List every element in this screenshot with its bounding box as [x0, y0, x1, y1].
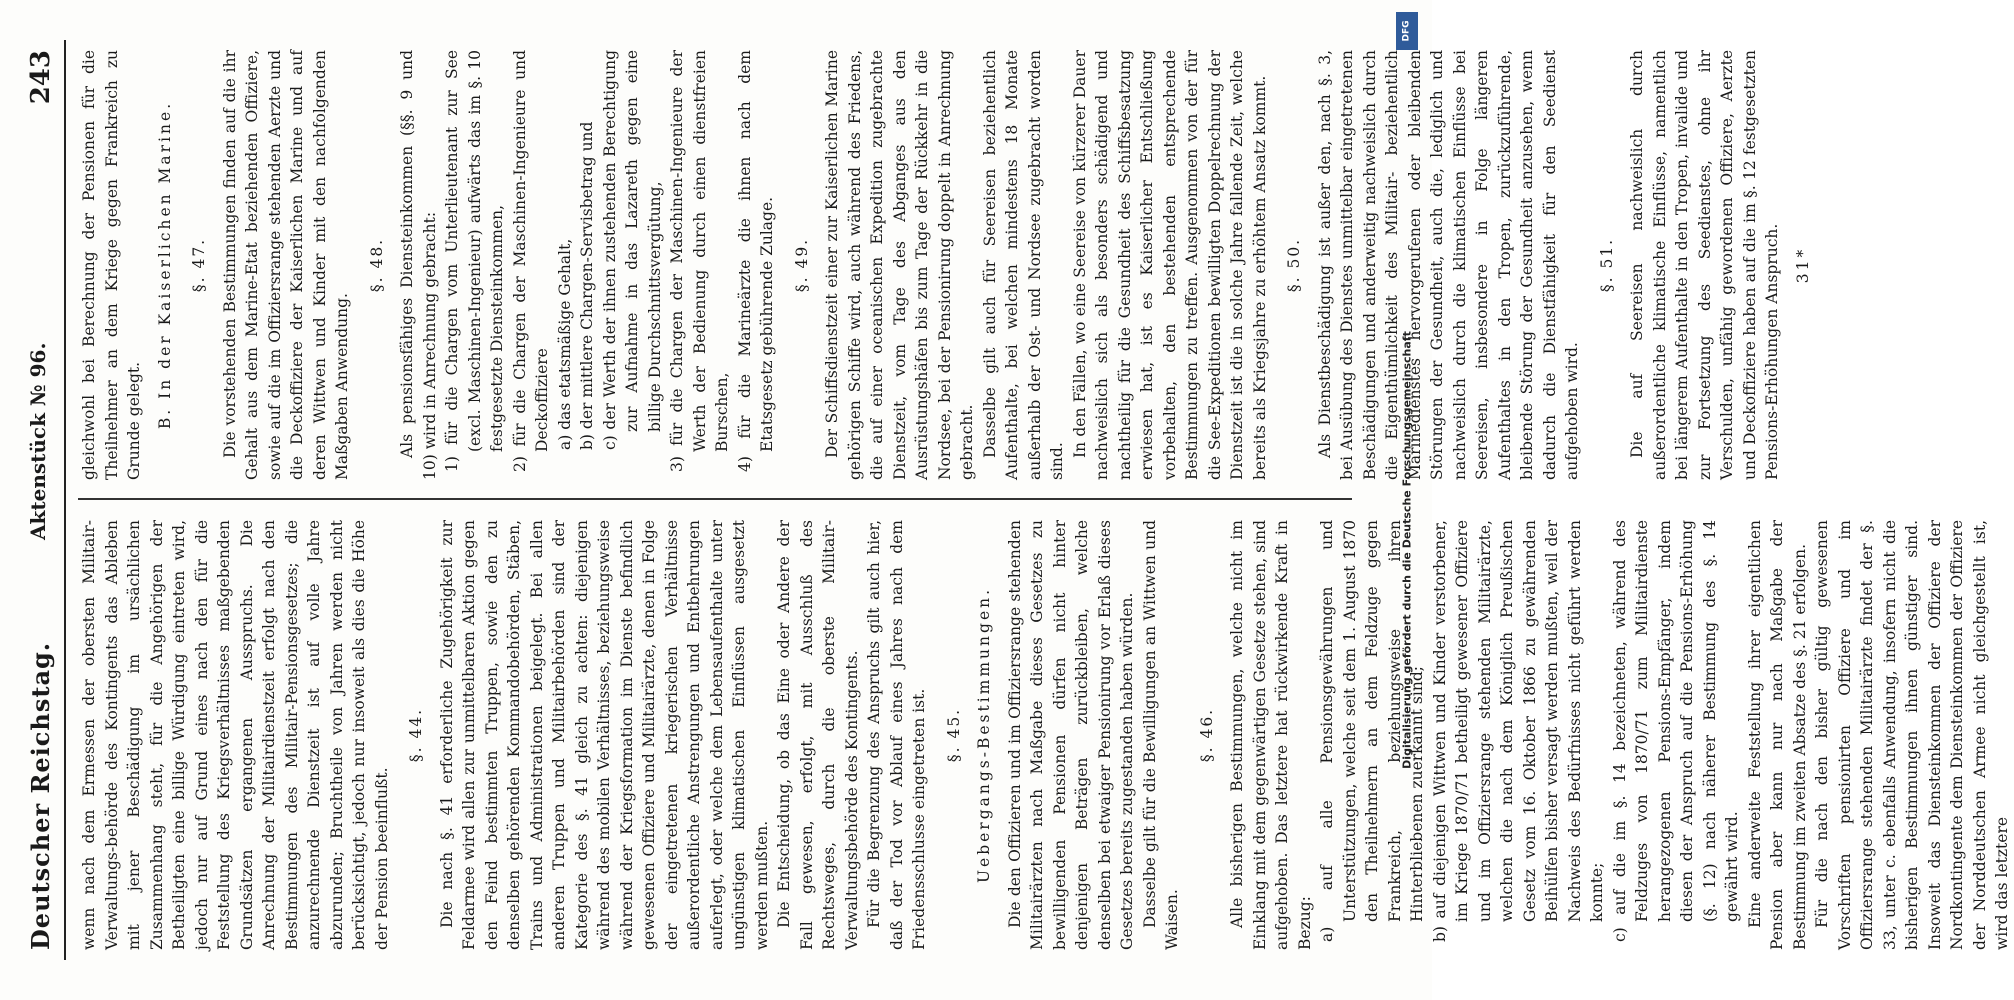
- page-number: 243: [26, 50, 56, 105]
- section-heading: §. 50.: [1285, 237, 1303, 293]
- credit-text: Digitalisierung gefördert durch die Deutsche Forschungsgemeinschaft: [1400, 331, 1414, 769]
- paragraph: Als pensionsfähiges Diensteinkommen (§§. 9 und 10) wird in Anrechnung gebracht:: [398, 50, 439, 480]
- section-heading: §. 48.: [367, 237, 386, 293]
- paragraph: Der Schiffsdienstzeit einer zur Kaiserlichen Marine gehörigen Schiffe wird, auch während des Friedens, die auf einer oceanischen Expedition zugebrachte Dienstzeit, vom Tage des Abganges aus den Ausrüstungshäfen bis zum Tage der Rückkehr in die Nordsee, bei der Pensionirung doppelt in Anrechnung gebracht.: [823, 50, 976, 480]
- paragraph: Für die nach den bisher gültig gewesenen Vorschriften pensionirten Offiziere und im Offiziersrange stehenden Militairärzte findet der §. 33, unter c. ebenfalls Anwendung, insofern nicht die bisherigen Bestimmungen ihnen günstiger sind. Insoweit das Diensteinkommen der Offiziere der Nordkontingente dem Diensteinkommen der Offiziere der Norddeutschen Armee nicht gleichgestellt ist, wird das letztere: [1813, 520, 2011, 950]
- paragraph: Dasselbe gilt für die Bewilligungen an Wittwen und Waisen.: [1140, 520, 1181, 950]
- section-heading: §. 49.: [792, 237, 811, 293]
- section-heading: §. 44.: [407, 707, 425, 763]
- paragraph: Als Dienstbeschädigung ist außer den, nach §. 3, bei Ausübung des Dienstes unmittelbar eingetretenen Beschädigungen und anderweitig nachweislich durch die Eigenthümlichkeit des Militair- beziehentlich Marinedienstes hervorgerufenen oder bleibenden Störungen der Gesundheit, auch die, lediglich und nachweislich durch die klimatischen Einflüsse bei Seereisen, insbesondere in Folge längeren Aufenthaltes in den Tropen, zurückzuführende, bleibende Störung der Gesundheit anzusehen, wenn dadurch die Dienstfähigkeit für den Seedienst aufgehoben wird.: [1315, 50, 1581, 480]
- header-document-number: Aktenstück № 96.: [26, 342, 50, 540]
- paragraph: Die den Offizieren und im Offiziersrange stehenden Militairärzten nach Maßgabe dieses Gesetzes zu bewilligenden Pensionen dürfen nicht hinter denjenigen Beträgen zurückbleiben, welche denselben bei etwaiger Pensionirung vor Erlaß dieses Gesetzes bereits zugestanden haben würden.: [1005, 520, 1136, 950]
- paragraph: Dasselbe gilt auch für Seereisen beziehentlich Aufenthalte, bei welchen mindestens 18 Monate außerhalb der Ost- und Nordsee zugebracht worden sind.: [980, 50, 1066, 480]
- header-left-title: Deutscher Reichstag.: [26, 641, 55, 950]
- paragraph: 2) für die Chargen der Maschinen-Ingenieure und Deckoffiziere: [510, 50, 551, 472]
- section-heading: §. 51.: [1597, 237, 1616, 293]
- paragraph: b) der mittlere Chargen-Servisbetrag und: [578, 121, 596, 450]
- paragraph: wenn nach dem Ermessen der obersten Militair-Verwaltungs-behörde des Kontingents das Ableben mit jener Beschädigung im ursächlichen Zusammenhang steht, für die Angehörigen der Betheiligten eine billige Würdigung eintreten wird, jedoch nur auf Grund eines nach den für die Feststellung des Kriegsverhältnisses maßgebenden Grundsätzen ergangenen Ausspruchs. Die Anrechnung der Militairdienstzeit erfolgt nach den Bestimmungen des Militair-Pensionsgesetzes; die anzurechnende Dienstzeit ist auf volle Jahre abzurunden; Bruchtheile von Jahren werden nicht berücksichtigt, jedoch nur insoweit als dies die Höhe der Pension beeinflußt.: [80, 520, 391, 950]
- paragraph: a) das etatsmäßige Gehalt,: [555, 238, 574, 450]
- paragraph: Die nach §. 41 erforderliche Zugehörigkeit zur Feldarmee wird allen zur unmittelbaren Aktion gegen den Feind bestimmten Truppen, sowie den zu denselben gehörenden Kommandobehörden, Stäben, Trains und Administrationen beigelegt. Bei allen anderen Truppen und Militairbehörden sind der Kategorie des §. 41 gleich zu achten: diejenigen während des mobilen Verhältnisses, beziehungsweise während der Kriegsformation im Dienste befindlich gewesenen Offiziere und Militairärzte, denen in Folge der eingetretenen kriegerischen Verhältnisse außerordentliche Anstrengungen und Entbehrungen auferlegt, oder welche dem Lebensaufenthalte unter ungünstigen klimatischen Einflüssen ausgesetzt werden mußten.: [437, 520, 771, 950]
- right-text-column: [78, 50, 1812, 480]
- paragraph: Die vorstehenden Bestimmungen finden auf die ihr Gehalt aus dem Marine-Etat beziehenden Offiziere, sowie auf die im Offiziersrange stehenden Aerzte und die Deckoffiziere der Kaiserlichen Marine und auf deren Wittwen und Kinder mit den nachfolgenden Maßgaben Anwendung.: [220, 50, 351, 480]
- paragraph: c) der Werth der ihnen zustehenden Berechtigung zur Aufnahme in das Lazareth gegen eine billige Durchschnittsvergütung,: [600, 50, 664, 450]
- section-title: 31*: [1793, 246, 1812, 284]
- paragraph: gleichwohl bei Berechnung der Pensionen für die Theilnehmer an dem Kriege gegen Frankreich zu Grunde gelegt.: [80, 50, 143, 480]
- paragraph: b) auf diejenigen Wittwen und Kinder verstorbener, im Kriege 1870/71 betheiligt gewesener Offiziere und im Offiziersrange stehenden Militairärzte, welchen die nach dem Königlich Preußischen Gesetz vom 16. Oktober 1866 zu gewährenden Beihülfen bisher versagt werden mußten, weil der Nachweis des Bedürfnisses nicht geführt werden konnte;: [1430, 520, 1606, 942]
- paragraph: 4) für die Marineärzte die ihnen nach dem Etatsgesetz gebührende Zulage.: [735, 50, 776, 472]
- section-title: Uebergangs-Bestimmungen.: [975, 586, 993, 884]
- section-heading: §. 46.: [1197, 707, 1216, 763]
- digitization-credit: [1392, 0, 1422, 1000]
- paragraph: In den Fällen, wo eine Seereise von kürzerer Dauer nachweislich sich als besonders schädigend und nachtheilig für die Gesundheit des Schiffsbesatzung erwiesen hat, ist es Kaiserlicher Entschließung vorbehalten, den bestehenden entsprechende Bestimmungen zu treffen. Ausgenommen von der für die See-Expeditionen bewilligten Doppelrechnung der Dienstzeit ist die in solche Jahre fallende Zeit, welche bereits als Kriegsjahre zu erhöhtem Ansatz kommt.: [1070, 50, 1269, 480]
- paragraph: c) auf die im §. 14 bezeichneten, während des Feldzuges von 1870/71 zum Militairdienste herangezogenen Pensions-Empfänger, indem diesen der Anspruch auf die Pensions-Erhöhung (§. 12) nach näherer Bestimmung des §. 14 gewährt wird.: [1610, 520, 1741, 942]
- page-header: [22, 40, 62, 960]
- paragraph: Für die Begrenzung des Anspruchs gilt auch hier, daß der Tod vor Ablauf eines Jahres nach dem Friedensschlusse eingetreten ist.: [865, 520, 928, 950]
- paragraph: Die auf Seereisen nachweislich durch außerordentliche klimatische Einflüsse, namentlich bei längerem Aufenthalte in den Tropen, invalide und zur Fortsetzung des Seedienstes, ohne ihr Verschulden, unfähig gewordenen Offiziere, Aerzte und Deckoffiziere haben auf die im §. 12 festgesetzten Pensions-Erhöhungen Anspruch.: [1628, 50, 1781, 480]
- section-heading: §. 47.: [190, 237, 208, 293]
- dfg-logo: DFG: [1396, 12, 1418, 50]
- paragraph: Alle bisherigen Bestimmungen, welche nicht im Einklang mit dem gegenwärtigen Gesetze stehen, sind aufgehoben. Das letztere hat rückwirkende Kraft in Bezug:: [1228, 520, 1314, 950]
- header-rule: [64, 40, 66, 960]
- paragraph: Eine anderweite Feststellung ihrer eigentlichen Pension aber kann nur nach Maßgabe der Bestimmung im zweiten Absatze des §. 21 erfolgen.: [1745, 520, 1809, 950]
- section-title: B. In der Kaiserlichen Marine.: [155, 100, 174, 430]
- paragraph: a) auf alle Pensionsgewährungen und Unterstützungen, welche seit dem 1. August 1870 den Theilnehmern an dem Feldzuge gegen Frankreich, beziehungsweise ihren Hinterbliebenen zuerkannt sind;: [1318, 520, 1426, 942]
- section-heading: §. 45.: [944, 707, 963, 763]
- paragraph: 1) für die Chargen vom Unterlieutenant zur See (excl. Maschinen-Ingenieur) aufwärts das im §. 10 festgesetzte Diensteinkommen,: [443, 50, 506, 472]
- paragraph: 3) für die Chargen der Maschinen-Ingenieure der Werth der Bedienung durch einen dienstfreien Burschen,: [668, 50, 731, 472]
- column-divider: [78, 498, 1352, 500]
- paragraph: Die Entscheidung, ob das Eine oder Andere der Fall gewesen, erfolgt, mit Ausschluß des Rechtsweges, durch die oberste Militair-Verwaltungsbehörde des Kontingents.: [775, 520, 861, 950]
